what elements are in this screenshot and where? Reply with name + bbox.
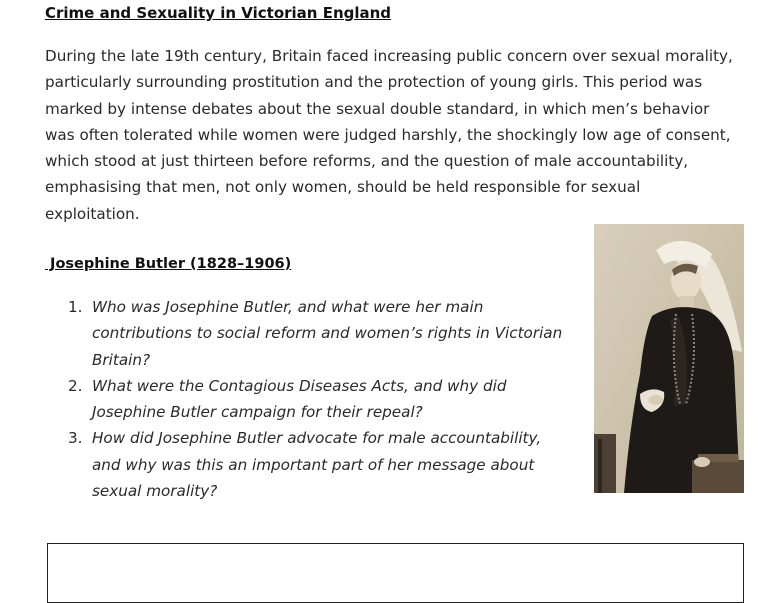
question-item <box>68 294 568 373</box>
question-number: 1. <box>68 298 83 316</box>
document-title: Crime and Sexuality in Victorian England <box>45 4 392 22</box>
question-number: 3. <box>68 429 83 448</box>
answer-box[interactable] <box>47 543 744 603</box>
section-subheading: Josephine Butler (1828–1906) <box>45 256 292 272</box>
question-text: What were the Contagious Diseases Acts, and why did Josephine Butler campaign for their repeal? <box>92 376 507 422</box>
question-text: Who was Josephine Butler, and what were her main contributions to social reform and women’s rights in Victorian Britain? <box>92 298 563 369</box>
question-item <box>68 373 568 426</box>
question-list <box>68 294 568 504</box>
question-item <box>68 425 568 504</box>
intro-paragraph: During the late 19th century, Britain faced increasing public concern over sexual morality, particularly surrounding prostitution and the protection of young girls. This period was marked by intense debates about the sexual double standard, in which men’s behavior was often tolerated while women were judged harshly, the shockingly low age of consent, which stood at just thirteen before reforms, and the question of male accountability, emphasising that men, not only women, should be held responsible for sexual exploitation. <box>45 47 733 223</box>
question-text: How did Josephine Butler advocate for male accountability, and why was this an important part of her message about sexual morality? <box>92 429 542 501</box>
portrait-image <box>594 224 744 493</box>
portrait-photo-icon <box>594 224 744 493</box>
question-number: 2. <box>68 376 83 395</box>
